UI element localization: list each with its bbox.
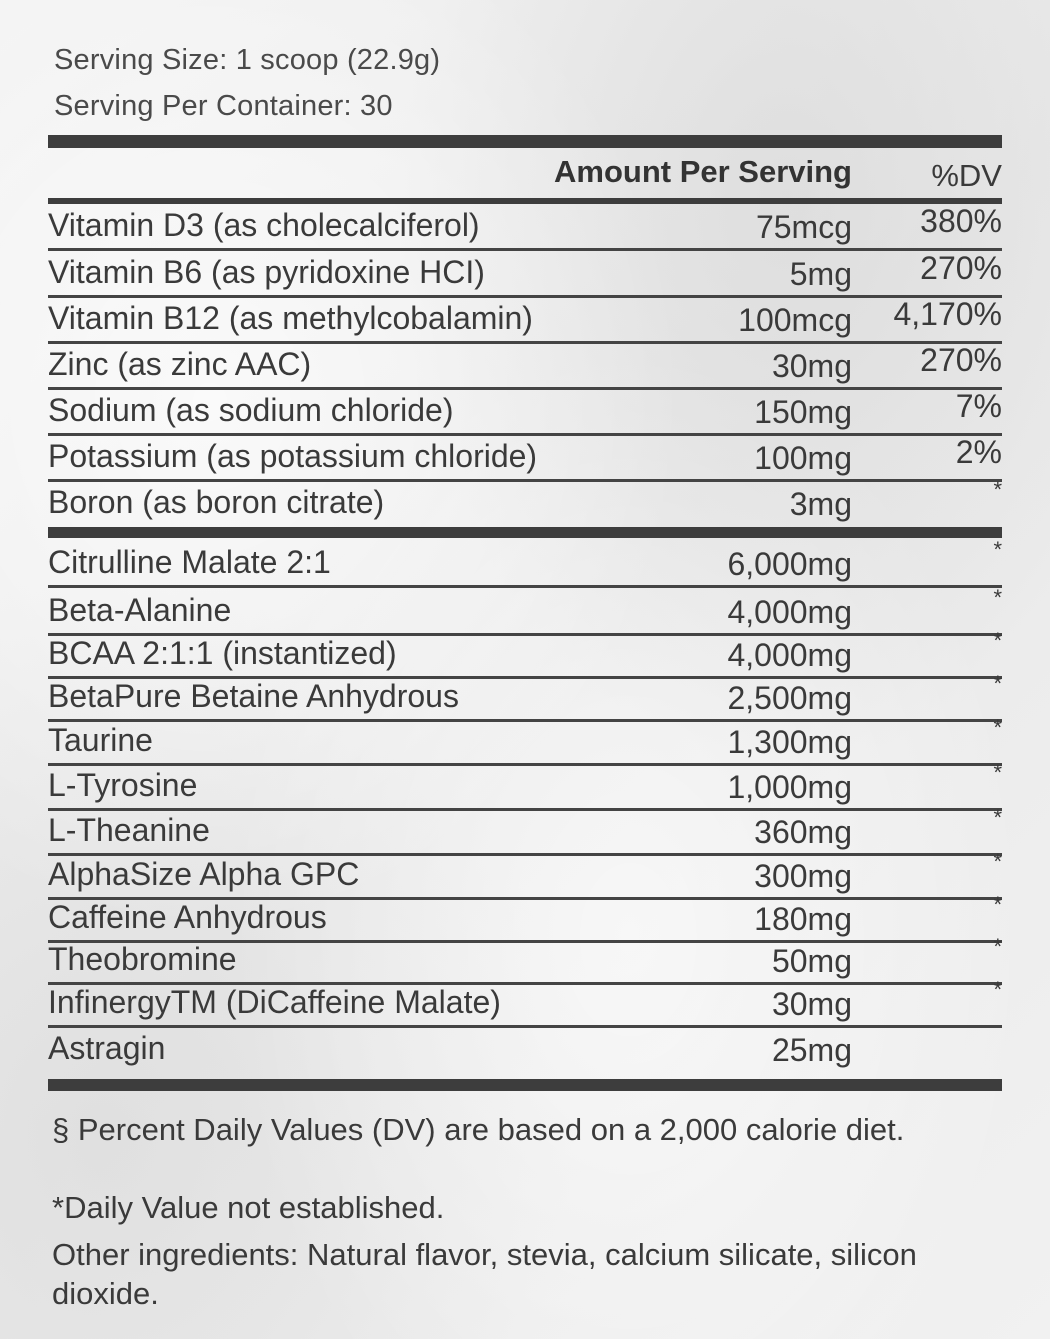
nutrient-dv: *: [993, 715, 1002, 740]
table-row: [48, 851, 1002, 897]
nutrient-name: Zinc (as zinc AAC): [48, 346, 312, 382]
table-row: [48, 979, 1002, 1025]
nutrient-amount: 5mg: [789, 256, 852, 292]
table-row: [48, 807, 1002, 853]
table-row: [48, 479, 1002, 525]
table-row: [48, 1025, 1002, 1071]
nutrient-name: Citrulline Malate 2:1: [48, 544, 331, 580]
bottom-thick-rule: [48, 1079, 1002, 1091]
nutrient-dv: 270%: [920, 342, 1002, 378]
footnote-other-ingredients: Other ingredients: Natural flavor, stevia, calcium silicate, silicon dioxide.: [52, 1237, 917, 1311]
nutrient-name: InfinergyTM (DiCaffeine Malate): [48, 984, 501, 1020]
nutrient-name: Boron (as boron citrate): [48, 484, 385, 520]
amount-per-serving-header: Amount Per Serving: [554, 154, 852, 189]
nutrient-dv: *: [993, 760, 1002, 785]
nutrient-dv: *: [993, 849, 1002, 874]
footnote-not-established: *Daily Value not established.: [52, 1190, 445, 1225]
table-row: [48, 387, 1002, 433]
table-row: [48, 673, 1002, 719]
table-row: [48, 433, 1002, 479]
nutrient-amount: 1,000mg: [727, 769, 852, 805]
nutrient-amount: 3mg: [789, 486, 852, 522]
nutrient-amount: 50mg: [771, 943, 852, 979]
nutrient-amount: 30mg: [771, 348, 852, 384]
nutrient-name: Astragin: [48, 1030, 166, 1066]
serving-size: Serving Size: 1 scoop (22.9g): [54, 44, 441, 76]
nutrient-amount: 4,000mg: [727, 637, 852, 673]
nutrient-name: BetaPure Betaine Anhydrous: [48, 678, 459, 714]
nutrient-name: Vitamin B12 (as methylcobalamin): [48, 300, 533, 336]
nutrient-name: BCAA 2:1:1 (instantized): [48, 635, 397, 671]
section-divider-rule: [48, 527, 1002, 538]
nutrient-amount: 1,300mg: [727, 724, 852, 760]
nutrient-name: Sodium (as sodium chloride): [48, 392, 454, 428]
nutrient-dv: *: [993, 977, 1002, 1002]
nutrient-amount: 100mcg: [738, 302, 852, 338]
nutrient-name: AlphaSize Alpha GPC: [48, 856, 360, 892]
nutrient-amount: 25mg: [771, 1032, 852, 1068]
nutrient-dv: *: [993, 805, 1002, 830]
servings-per-container: Serving Per Container: 30: [54, 90, 393, 122]
table-row: [48, 249, 1002, 295]
top-thick-rule: [48, 135, 1002, 148]
table-row: [48, 894, 1002, 940]
footnote-dv-basis: § Percent Daily Values (DV) are based on a 2,000 calorie diet.: [52, 1112, 905, 1147]
nutrient-dv: *: [993, 934, 1002, 959]
nutrient-name: Vitamin D3 (as cholecalciferol): [48, 207, 480, 243]
table-row: [48, 587, 1002, 633]
nutrient-amount: 75mcg: [755, 209, 852, 245]
nutrient-name: L-Tyrosine: [48, 767, 198, 803]
nutrient-amount: 4,000mg: [727, 594, 852, 630]
nutrient-name: Caffeine Anhydrous: [48, 899, 327, 935]
table-row: [48, 630, 1002, 676]
nutrient-name: Taurine: [48, 722, 153, 758]
nutrient-amount: 300mg: [754, 858, 852, 894]
nutrient-dv: 7%: [955, 388, 1002, 424]
nutrient-name: Beta-Alanine: [48, 592, 232, 628]
nutrient-name: Theobromine: [48, 941, 237, 977]
table-row: [48, 539, 1002, 585]
table-row: [48, 295, 1002, 341]
nutrient-dv: 2%: [955, 434, 1002, 470]
dv-header: %DV: [931, 158, 1002, 193]
table-row: [48, 341, 1002, 387]
table-row: [48, 717, 1002, 763]
table-row: [48, 936, 1002, 982]
nutrient-dv: *: [993, 585, 1002, 610]
nutrient-name: Vitamin B6 (as pyridoxine HCI): [48, 254, 485, 290]
table-row: [48, 762, 1002, 808]
nutrient-amount: 2,500mg: [727, 680, 852, 716]
nutrient-amount: 100mg: [754, 440, 852, 476]
nutrient-dv: *: [993, 892, 1002, 917]
nutrient-dv: *: [993, 628, 1002, 653]
nutrient-amount: 6,000mg: [727, 546, 852, 582]
nutrient-amount: 360mg: [754, 814, 852, 850]
nutrient-name: L-Theanine: [48, 812, 210, 848]
nutrient-dv: *: [993, 671, 1002, 696]
nutrient-name: Potassium (as potassium chloride): [48, 438, 538, 474]
nutrient-dv: 4,170%: [893, 296, 1002, 332]
nutrient-dv: *: [993, 477, 1002, 502]
nutrient-dv: 270%: [920, 250, 1002, 286]
nutrient-amount: 180mg: [754, 901, 852, 937]
table-row: [48, 202, 1002, 248]
nutrient-dv: *: [993, 537, 1002, 562]
nutrient-amount: 150mg: [754, 394, 852, 430]
nutrient-amount: 30mg: [771, 986, 852, 1022]
nutrient-dv: 380%: [920, 203, 1002, 239]
